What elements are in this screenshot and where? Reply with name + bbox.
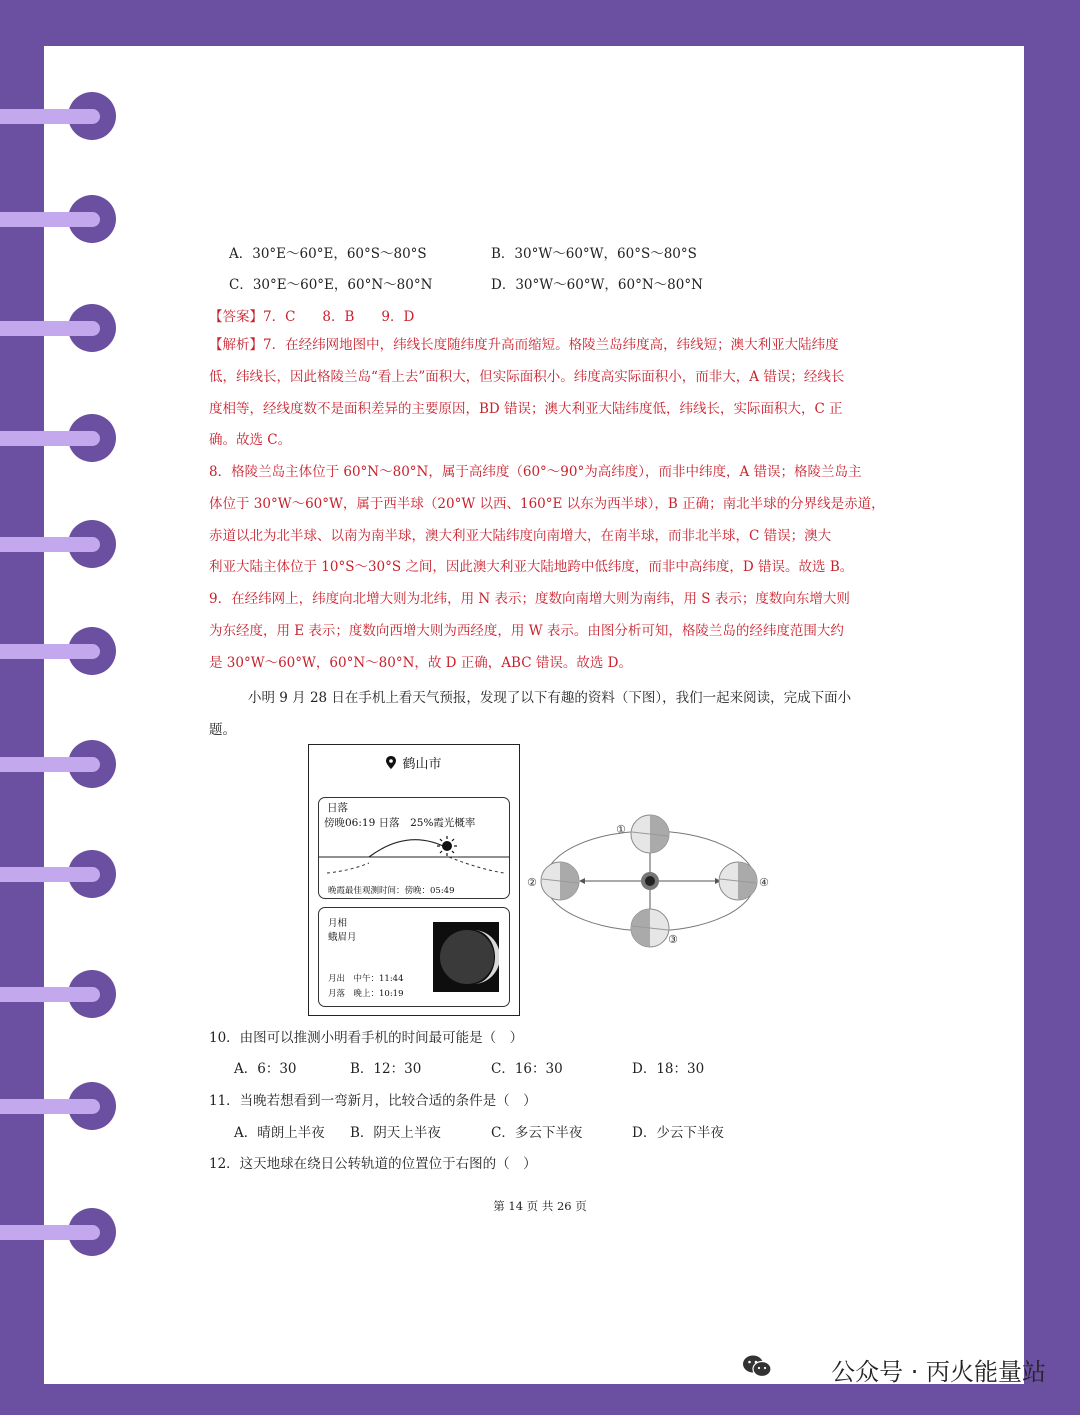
binder-ring-bar	[0, 537, 100, 552]
analysis-8-line: 8．格陵兰岛主体位于 60°N～80°N，属于高纬度（60°～90°为高纬度），而非中纬度，A 错误；格陵兰岛主	[209, 464, 862, 480]
binder-ring	[0, 304, 118, 354]
analysis-7-line: 确。故选 C。	[209, 432, 292, 449]
analysis-7-line: 7．在经纬网地图中，纬线长度随纬度升高而缩短。格陵兰岛纬度高，纬线短；澳大利亚大陆纬度	[263, 337, 839, 353]
q10-stem: 10．由图可以推测小明看手机的时间最可能是（ ）	[209, 1030, 524, 1046]
answer-line	[209, 305, 414, 325]
orbit-label-4: ④	[759, 876, 769, 889]
binder-ring-bar	[0, 109, 100, 124]
analysis-label: 【解析】	[209, 337, 263, 353]
wechat-icon	[742, 1354, 772, 1378]
sunset-title: 日落	[327, 802, 348, 814]
orbit-label-2: ②	[527, 876, 537, 889]
analysis-9	[209, 584, 871, 679]
q11-stem: 11．当晚若想看到一弯新月，比较合适的条件是（ ）	[209, 1093, 537, 1109]
sun-center-icon	[641, 872, 659, 890]
binder-ring	[0, 92, 118, 142]
best-view-time: 晚霞最佳观测时间：傍晚：05:49	[328, 886, 455, 896]
sunset-text: 傍晚06:19 日落 25%霞光概率	[324, 817, 476, 829]
city-name: 鹤山市	[402, 757, 442, 772]
crescent-moon-image	[433, 922, 499, 992]
weather-card-figure	[308, 744, 520, 1016]
binder-ring-bar	[0, 1099, 100, 1114]
binder-ring-bar	[0, 644, 100, 659]
binder-ring	[0, 850, 118, 900]
intro-line-2: 题。	[209, 722, 236, 738]
binder-ring-bar	[0, 212, 100, 227]
q9-option-b: B．30°W～60°W，60°S～80°S	[491, 246, 697, 262]
q9-option-d: D．30°W～60°W，60°N～80°N	[491, 277, 703, 293]
moonrise-time: 月出 中午：11:44	[328, 974, 404, 984]
q10-option-b: B．12：30	[350, 1061, 422, 1077]
q9-option-c: C．30°E～60°E，60°N～80°N	[229, 277, 433, 293]
binder-ring	[0, 970, 118, 1020]
orbit-label-3: ③	[668, 933, 678, 946]
q10-option-c: C．16：30	[491, 1061, 563, 1077]
orbit-label-1: ①	[616, 823, 626, 836]
analysis-7-line: 低，纬线长，因此格陵兰岛“看上去”面积大，但实际面积小。纬度高实际面积小，而非大，A 错误；经线长	[209, 368, 845, 385]
location-pin-icon	[386, 756, 396, 769]
moon-phase: 蛾眉月	[328, 932, 357, 943]
q11-option-b: B．阴天上半夜	[350, 1125, 441, 1141]
binder-ring	[0, 627, 118, 677]
watermark-text: 公众号 · 丙火能量站	[831, 1358, 1046, 1386]
binder-ring-bar	[0, 867, 100, 882]
binder-ring-bar	[0, 321, 100, 336]
analysis-9-line: 为东经度，用 E 表示；度数向西增大则为西经度，用 W 表示。由图分析可知，格陵兰岛的经纬度范围大约	[209, 622, 844, 639]
city-header	[309, 753, 519, 772]
analysis-8	[209, 457, 885, 584]
moon-card	[318, 907, 510, 1007]
binder-ring	[0, 195, 118, 245]
answer-text: 7．C 8．B 9．D	[263, 309, 415, 325]
intro-line-1: 小明 9 月 28 日在手机上看天气预报，发现了以下有趣的资料（下图），我们一起来阅读，完成下面小	[248, 690, 852, 706]
analysis-8-line: 赤道以北为北半球、以南为南半球，澳大利亚大陆纬度向南增大，在南半球，而非北半球，C 错误；澳大	[209, 527, 832, 544]
analysis-8-line: 利亚大陆主体位于 10°S～30°S 之间，因此澳大利亚大陆地跨中低纬度，而非中高纬度，D 错误。故选 B。	[209, 559, 854, 576]
binder-ring	[0, 414, 118, 464]
analysis-7-line: 度相等，经线度数不是面积差异的主要原因，BD 错误；澳大利亚大陆纬度低，纬线长，实际面积大，C 正	[209, 400, 843, 417]
page-number: 第 14 页 共 26 页	[493, 1199, 587, 1213]
analysis-9-line: 9．在经纬网上，纬度向北增大则为北纬，用 N 表示；度数向南增大则为南纬，用 S 表示；度数向东增大则	[209, 591, 850, 607]
earth-position-1	[631, 815, 669, 853]
answer-label: 【答案】	[209, 309, 263, 325]
q11-option-d: D．少云下半夜	[632, 1125, 724, 1141]
q11-option-c: C．多云下半夜	[491, 1125, 583, 1141]
moon-phase-title: 月相	[328, 918, 348, 929]
binder-ring-bar	[0, 1225, 100, 1240]
binder-ring	[0, 1208, 118, 1258]
q9-option-a: A．30°E～60°E，60°S～80°S	[229, 246, 427, 262]
earth-orbit-diagram	[520, 806, 790, 956]
earth-position-3	[631, 909, 669, 947]
q12-stem: 12．这天地球在绕日公转轨道的位置位于右图的（ ）	[209, 1156, 537, 1172]
analysis-8-line: 体位于 30°W～60°W，属于西半球（20°W 以西、160°E 以东为西半球），B 正确；南北半球的分界线是赤道，	[209, 495, 885, 512]
q10-option-d: D．18：30	[632, 1061, 705, 1077]
earth-position-2	[541, 862, 579, 900]
sunset-card	[318, 797, 510, 899]
sun-icon	[437, 836, 457, 856]
moonset-time: 月落 晚上：10:19	[328, 989, 404, 999]
analysis-9-line: 是 30°W～60°W，60°N～80°N，故 D 正确，ABC 错误。故选 D。	[209, 654, 632, 671]
q11-option-a: A．晴朗上半夜	[234, 1125, 325, 1141]
sun-path-graph	[319, 833, 509, 883]
binder-ring-bar	[0, 757, 100, 772]
earth-position-4	[719, 862, 757, 900]
binder-ring	[0, 740, 118, 790]
analysis-7	[209, 330, 871, 457]
binder-ring	[0, 1082, 118, 1132]
q10-option-a: A．6：30	[234, 1061, 297, 1077]
binder-ring-bar	[0, 431, 100, 446]
binder-ring-bar	[0, 987, 100, 1002]
binder-ring	[0, 520, 118, 570]
